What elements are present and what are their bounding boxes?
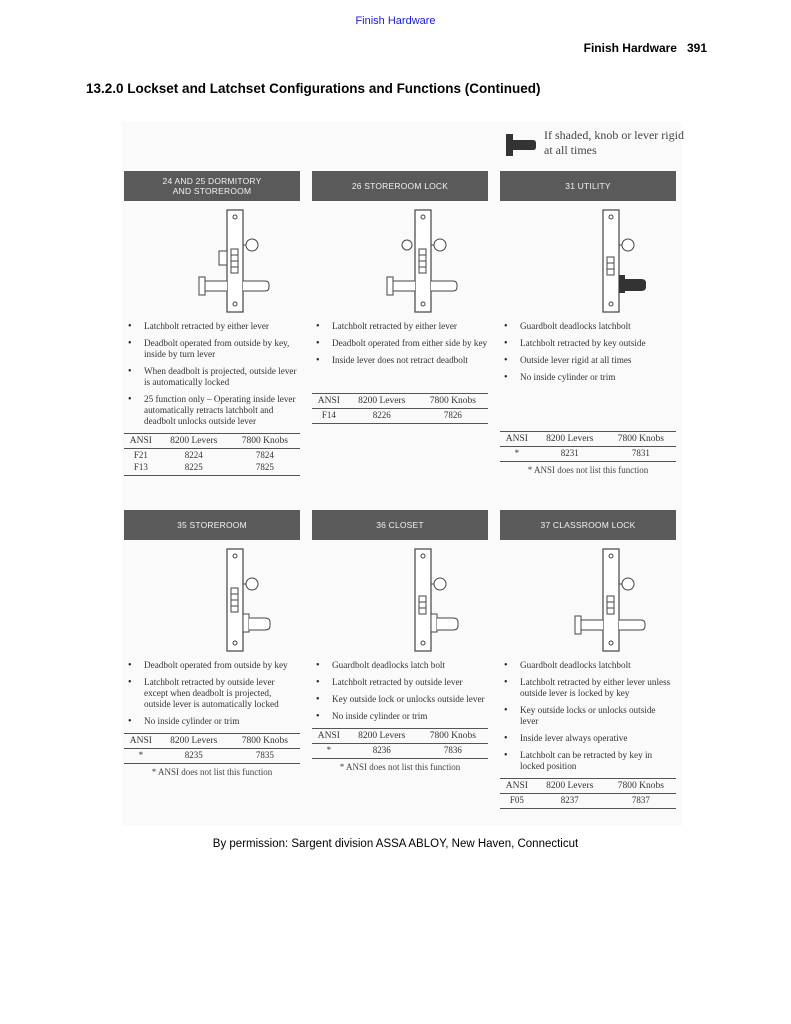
shaded-lever-icon — [504, 132, 538, 160]
list-item: • Key outside lock or unlocks outside lever — [312, 694, 488, 705]
panel-title: 24 AND 25 DORMITORY AND STOREROOM — [124, 171, 300, 201]
top-link[interactable]: Finish Hardware — [355, 15, 436, 27]
list-item: • 25 function only – Operating inside lever automatically retracts latchbolt and deadbolt unlocks outside lever — [124, 394, 300, 427]
running-head — [584, 41, 707, 55]
list-item: • When deadbolt is projected, outside lever is automatically locked — [124, 366, 300, 388]
table-note: * ANSI does not list this function — [151, 767, 273, 777]
column-header: 8200 Levers — [346, 394, 418, 409]
table-row: F14 8226 7826 — [312, 409, 488, 424]
table-note: * ANSI does not list this function — [339, 762, 461, 772]
list-item: • Guardbolt deadlocks latchbolt — [500, 660, 676, 671]
feature-list — [124, 660, 300, 727]
table-row: F05 8237 7837 — [500, 794, 676, 809]
panel-title: 36 CLOSET — [312, 510, 488, 540]
panel-24-25-dormitory — [124, 171, 300, 476]
lockset-diagram — [147, 207, 277, 315]
panel-title: 37 CLASSROOM LOCK — [500, 510, 676, 540]
lockset-figure — [122, 122, 682, 826]
column-header: 7800 Knobs — [418, 729, 488, 744]
column-header: 7800 Knobs — [606, 779, 676, 794]
list-item: • Latchbolt retracted by either lever — [124, 321, 300, 332]
column-header: ANSI — [312, 394, 346, 409]
model-table — [124, 433, 300, 476]
list-item: • Key outside locks or unlocks outside lever — [500, 705, 676, 727]
list-item: • Latchbolt retracted by outside lever except when deadbolt is projected, outside lever is automatically locked — [124, 677, 300, 710]
page-number: 391 — [686, 41, 707, 55]
list-item: • Latchbolt retracted by key outside — [500, 338, 676, 349]
list-item: • No inside cylinder or trim — [312, 711, 488, 722]
panel-26-storeroom-lock — [312, 171, 488, 424]
list-item: • Inside lever does not retract deadbolt — [312, 355, 488, 366]
table-row: F21 8224 7824 — [133, 450, 274, 460]
feature-list — [500, 660, 676, 772]
column-header: 8200 Levers — [534, 779, 606, 794]
running-title: Finish Hardware — [583, 41, 677, 55]
table-row: F13 8225 7825 — [124, 461, 300, 476]
table-row: * 8236 7836 — [312, 744, 488, 759]
list-item: • Guardbolt deadlocks latch bolt — [312, 660, 488, 671]
column-header: 8200 Levers — [534, 432, 606, 447]
model-table — [500, 431, 676, 462]
lockset-diagram — [335, 207, 465, 315]
panel-title: 35 STOREROOM — [124, 510, 300, 540]
panel-title: 31 UTILITY — [500, 171, 676, 201]
panel-36-closet — [312, 510, 488, 772]
list-item: • Latchbolt can be retracted by key in locked position — [500, 750, 676, 772]
column-header: ANSI — [124, 734, 158, 749]
lockset-diagram — [523, 207, 653, 315]
feature-list — [312, 321, 488, 366]
section-title: 13.2.0 Lockset and Latchset Configurations and Functions (Continued) — [86, 81, 541, 96]
panel-35-storeroom — [124, 510, 300, 777]
list-item: • Deadbolt operated from outside by key — [124, 660, 300, 671]
list-item: • No inside cylinder or trim — [124, 716, 300, 727]
lockset-diagram — [523, 546, 653, 654]
list-item: • Latchbolt retracted by either lever unless outside lever is locked by key — [500, 677, 676, 699]
column-header: ANSI — [312, 729, 346, 744]
column-header: ANSI — [124, 434, 158, 449]
model-table — [312, 728, 488, 759]
list-item: • Latchbolt retracted by either lever — [312, 321, 488, 332]
model-table — [124, 733, 300, 764]
table-row: * 8235 7835 — [124, 749, 300, 764]
list-item: • Latchbolt retracted by outside lever — [312, 677, 488, 688]
table-row: * 8231 7831 — [500, 447, 676, 462]
lockset-diagram — [147, 546, 277, 654]
list-item: • Outside lever rigid at all times — [500, 355, 676, 366]
panel-37-classroom-lock — [500, 510, 676, 809]
column-header: 8200 Levers — [158, 434, 230, 449]
shading-legend — [504, 128, 684, 168]
table-note: * ANSI does not list this function — [527, 465, 649, 475]
figure-caption: By permission: Sargent division ASSA ABLOY, New Haven, Connecticut — [212, 838, 579, 850]
legend-text: If shaded, knob or lever rigid at all times — [544, 128, 684, 157]
column-header: 8200 Levers — [346, 729, 418, 744]
list-item: • Deadbolt operated from outside by key, inside by turn lever — [124, 338, 300, 360]
column-header: ANSI — [500, 432, 534, 447]
lockset-diagram — [335, 546, 465, 654]
column-header: 8200 Levers — [158, 734, 230, 749]
panel-title: 26 STOREROOM LOCK — [312, 171, 488, 201]
feature-list — [124, 321, 300, 427]
column-header: 7800 Knobs — [606, 432, 676, 447]
column-header: 7800 Knobs — [230, 734, 300, 749]
column-header: ANSI — [500, 779, 534, 794]
model-table — [312, 393, 488, 424]
model-table — [500, 778, 676, 809]
list-item: • Deadbolt operated from either side by key — [312, 338, 488, 349]
panel-31-utility — [500, 171, 676, 475]
feature-list — [312, 660, 488, 722]
feature-list — [500, 321, 676, 383]
column-header: 7800 Knobs — [418, 394, 488, 409]
column-header: 7800 Knobs — [230, 434, 300, 449]
list-item: • Guardbolt deadlocks latchbolt — [500, 321, 676, 332]
list-item: • No inside cylinder or trim — [500, 372, 676, 383]
list-item: • Inside lever always operative — [500, 733, 676, 744]
